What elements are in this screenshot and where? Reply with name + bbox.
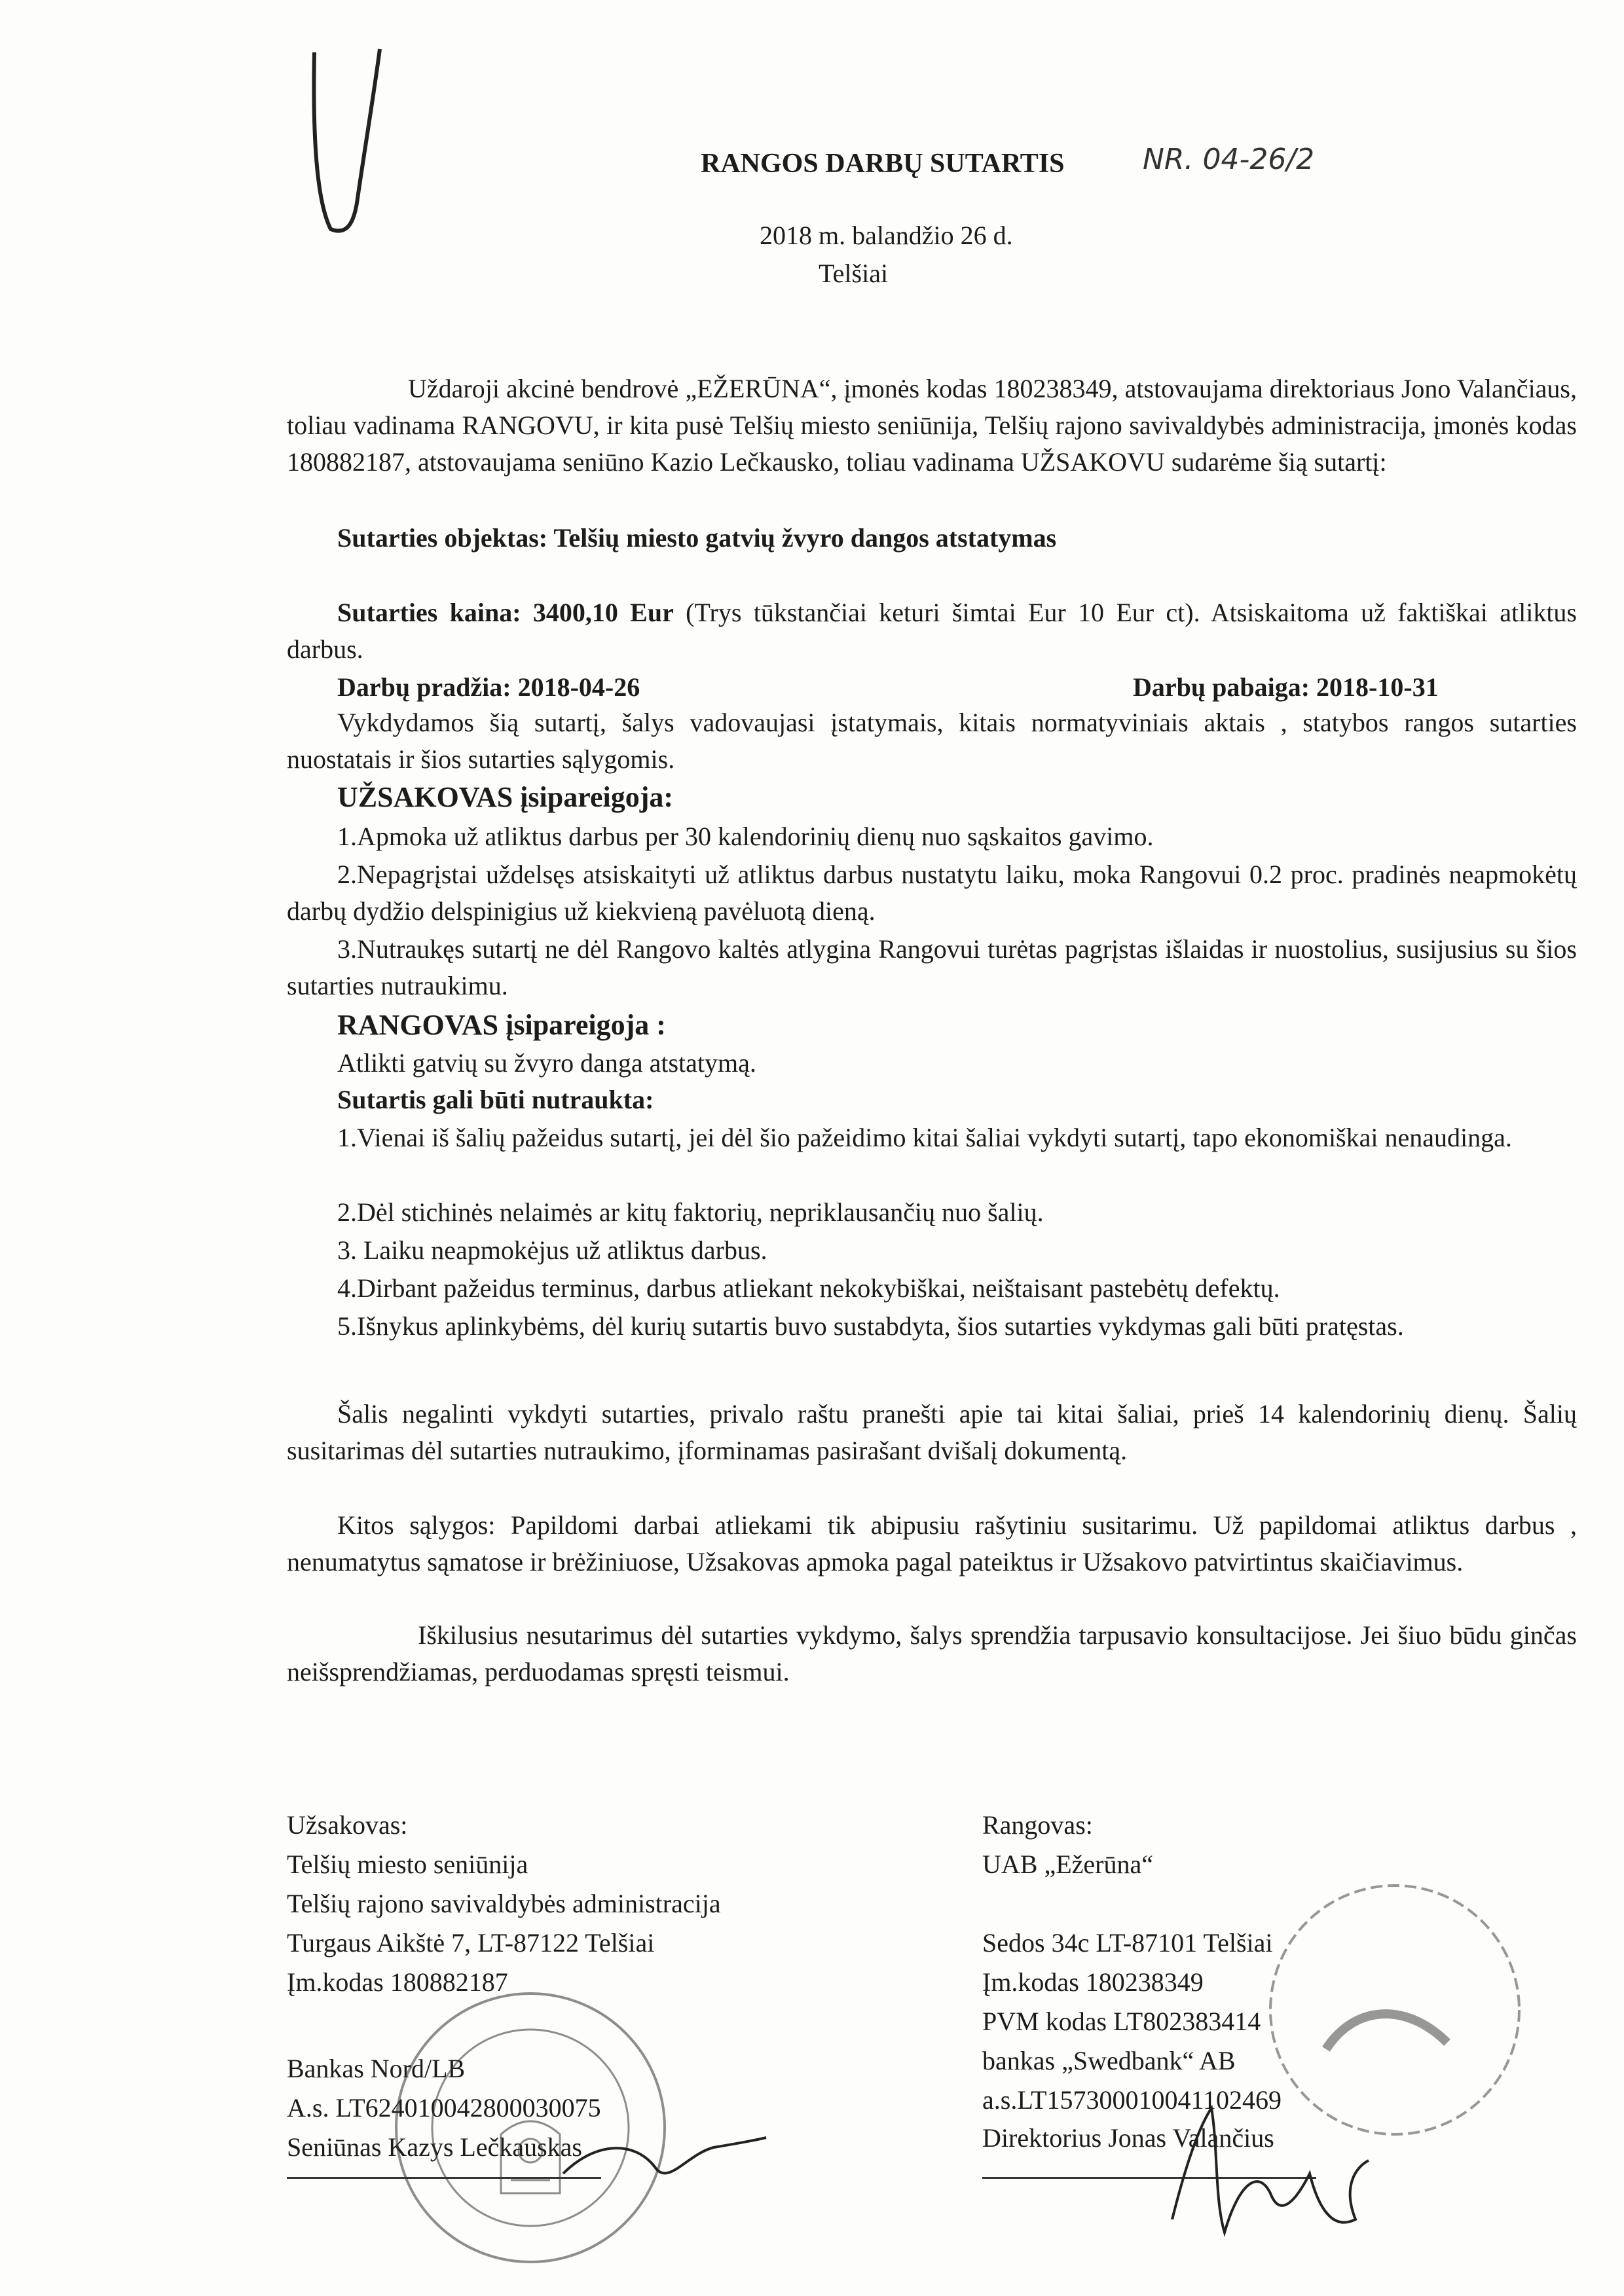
termination-item-3: 3. Laiku neapmokėjus už atliktus darbus.	[337, 1235, 767, 1265]
disputes-paragraph: Iškilusius nesutarimus dėl sutarties vykdymo, šalys sprendžia tarpusavio konsultacijose. Jei šiuo būdu ginčas neišsprendžiamas, perduodamas spręsti teismui.	[287, 1620, 1577, 1686]
other-conditions: Kitos sąlygos: Papildomi darbai atliekami tik abipusiu rašytiniu susitarimu. Už papildomai atliktus darbus , nenumatytus sąmatose ir brėžiniuose, Užsakovas apmoka pagal pateiktus ir Užsakovo patvirtintus skaičiavimus.	[287, 1510, 1577, 1576]
contractor-account: a.s.LT157300010041102469	[982, 2085, 1282, 2115]
contractor-label: Rangovas:	[982, 1810, 1093, 1840]
client-heading: UŽSAKOVAS įsipareigoja:	[337, 781, 674, 813]
contractor-heading: RANGOVAS įsipareigoja :	[337, 1009, 666, 1041]
client-code: Įm.kodas 180882187	[287, 1967, 508, 1997]
contract-object: Sutarties objektas: Telšių miesto gatvių žvyro dangos atstatymas	[337, 523, 1057, 553]
contract-date: 2018 m. balandžio 26 d.	[760, 221, 1013, 250]
contractor-name: UAB „Ežerūna“	[982, 1850, 1153, 1879]
contractor-signature	[1159, 2088, 1375, 2259]
termination-item-4: 4.Dirbant pažeidus terminus, darbus atliekant nekokybiškai, neištaisant pastebėtų defektų.	[337, 1273, 1280, 1303]
client-bank: Bankas Nord/LB	[287, 2054, 466, 2083]
contract-price	[287, 594, 1577, 668]
termination-item-5: 5.Išnykus aplinkybėms, dėl kurių sutartis buvo sustabdyta, šios sutarties vykdymas gali būti pratęstas.	[337, 1311, 1404, 1341]
client-signature	[557, 2115, 773, 2206]
client-item-1: 1.Apmoka už atliktus darbus per 30 kalendorinių dienų nuo sąskaitos gavimo.	[337, 822, 1154, 851]
contractor-address: Sedos 34c LT-87101 Telšiai	[982, 1928, 1273, 1958]
client-item-2: 2.Nepagrįstai uždelsęs atsiskaityti už atliktus darbus nustatytu laiku, moka Rangovui 0.2 proc. pradinės neapmokėtų darbų dydžio delspinigius už kiekvieną pavėluotą dieną.	[287, 860, 1577, 926]
laws-paragraph: Vykdydamos šią sutartį, šalys vadovaujasi įstatymais, kitais normatyviniais aktais , statybos rangos sutarties nuostatais ir šios sutarties sąlygomis.	[287, 708, 1577, 774]
notice-paragraph: Šalis negalinti vykdyti sutarties, privalo raštu pranešti apie tai kitai šaliai, prieš 14 kalendorinių dienų. Šalių susitarimas dėl sutarties nutraukimo, įforminamas pasirašant dvišalį dokumentą.	[287, 1399, 1577, 1465]
contractor-bank: bankas „Swedbank“ AB	[982, 2046, 1236, 2075]
client-label: Užsakovas:	[287, 1810, 408, 1840]
work-start: Darbų pradžia: 2018-04-26	[337, 672, 640, 702]
contract-number: NR. 04-26/2	[1143, 143, 1315, 176]
client-org: Telšių rajono savivaldybės administracija	[287, 1889, 721, 1918]
price-text: (Trys tūkstančiai keturi šimtai Eur 10 Eur ct). Atsiskaitoma už faktiškai atliktus darbus.	[287, 598, 1577, 664]
intro-paragraph: Uždaroji akcinė bendrovė „EŽERŪNA“, įmonės kodas 180238349, atstovaujama direktoriaus Jono Valančiaus, toliau vadinama RANGOVU, ir kita pusė Telšių miesto seniūnija, Telšių rajono savivaldybės administracija, įmonės kodas 180882187, atstovaujama seniūno Kazio Lečkausko, toliau vadinama UŽSAKOVU sudarėme šią sutartį:	[287, 374, 1577, 477]
termination-item-1: 1.Vienai iš šalių pažeidus sutartį, jei dėl šio pažeidimo kitai šaliai vykdyti sutartį, tapo ekonomiškai nenaudinga.	[337, 1123, 1512, 1152]
handwritten-check-mark	[301, 39, 393, 236]
contractor-vat: PVM kodas LT802383414	[982, 2007, 1261, 2036]
work-end: Darbų pabaiga: 2018-10-31	[1133, 672, 1439, 702]
client-item-3: 3.Nutraukęs sutartį ne dėl Rangovo kaltės atlygina Rangovui turėtas pagrįstas išlaidas ir nuostolius, susijusius su šios sutarties nutraukimu.	[287, 934, 1577, 1000]
termination-heading: Sutartis gali būti nutraukta:	[337, 1085, 654, 1114]
contract-title: RANGOS DARBŲ SUTARTIS	[701, 149, 1065, 179]
termination-item-2: 2.Dėl stichinės nelaimės ar kitų faktorių, nepriklausančių nuo šalių.	[337, 1197, 1044, 1227]
contractor-signer: Direktorius Jonas Valančius	[982, 2123, 1274, 2153]
contractor-item: Atlikti gatvių su žvyro danga atstatymą.	[337, 1048, 756, 1078]
contract-city: Telšiai	[819, 259, 889, 288]
contractor-code: Įm.kodas 180238349	[982, 1967, 1204, 1997]
client-signer: Seniūnas Kazys Lečkauskas	[287, 2132, 582, 2162]
client-name: Telšių miesto seniūnija	[287, 1850, 528, 1879]
client-address: Turgaus Aikštė 7, LT-87122 Telšiai	[287, 1928, 655, 1958]
price-label: Sutarties kaina: 3400,10 Eur	[337, 598, 674, 627]
client-account: A.s. LT624010042800030075	[287, 2093, 601, 2123]
